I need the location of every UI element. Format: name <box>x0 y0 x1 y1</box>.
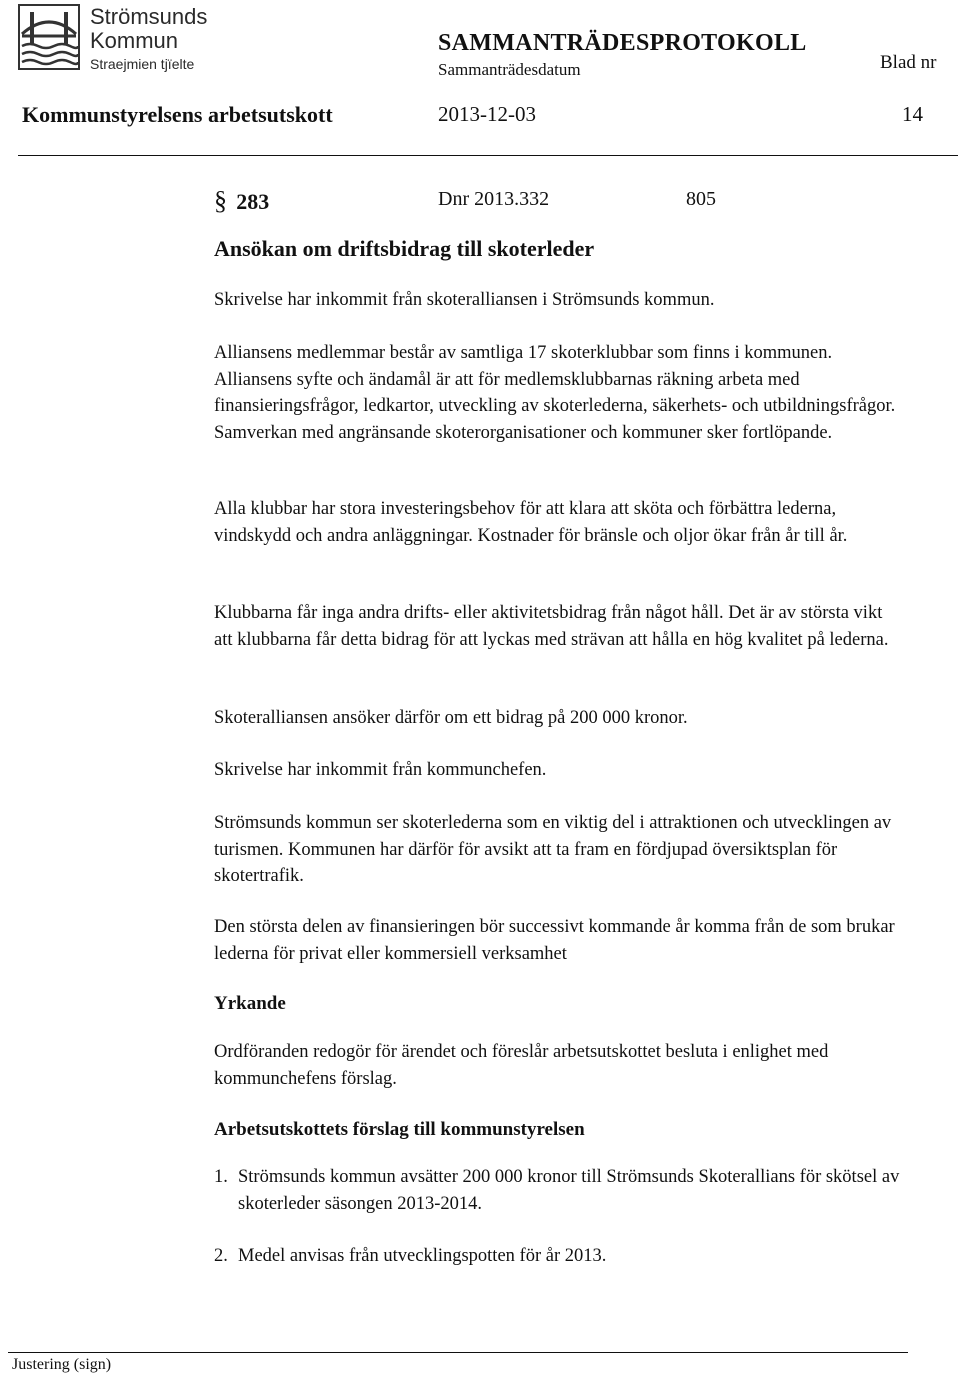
meeting-date: 2013-12-03 <box>438 102 536 126</box>
paragraph-5: Skoteralliansen ansöker därför om ett bidrag på 200 000 kronor. <box>214 708 688 728</box>
paragraph-2: Alliansens medlemmar består av samtliga 17 skoterklubbar som finns i kommunen. Alliansens syfte och ändamål är att för medlemsklubbarnas räkning arbeta med finansieringsfrågor, ledkartor, utveckling av skoterlederna, säkerhets- och utbildningsfrågor. Samverkan med angränsande skoterorganisationer och kommuner sker fortlöpande. <box>214 343 896 443</box>
yrkande-text: Ordföranden redogör för ärendet och föreslår arbetsutskottet besluta i enlighet med kommunchefens förslag. <box>214 1042 829 1089</box>
paragraph-1: Skrivelse har inkommit från skoteralliansen i Strömsunds kommun. <box>214 290 715 310</box>
committee-name: Kommunstyrelsens arbetsutskott <box>22 102 333 127</box>
list-item <box>214 1243 914 1270</box>
meeting-date-label: Sammanträdesdatum <box>438 60 581 79</box>
signature-label: Justering (sign) <box>12 1356 112 1373</box>
bridge-crest-icon <box>18 4 80 70</box>
protocol-title: SAMMANTRÄDESPROTOKOLL <box>438 30 807 56</box>
list-item-number: 1. <box>214 1167 228 1187</box>
paragraph-8: Den största delen av finansieringen bör successivt kommande år komma från de som brukar lederna för privat eller kommersiell verksamhet <box>214 917 895 964</box>
page-number: 14 <box>902 102 923 126</box>
case-number: 283 <box>236 189 270 214</box>
proposal-heading: Arbetsutskottets förslag till kommunstyrelsen <box>214 1119 585 1140</box>
case-title: Ansökan om driftsbidrag till skoterleder <box>214 236 595 261</box>
proposal-list <box>214 1164 914 1270</box>
dnr-number: Dnr 2013.332 <box>438 188 550 210</box>
paragraph-4: Klubbarna får inga andra drifts- eller aktivitetsbidrag från något håll. Det är av största vikt att klubbarna får detta bidrag för att lyckas med strävan att hålla en hög kvalitet på lederna. <box>214 603 889 650</box>
header-divider <box>18 155 958 156</box>
yrkande-heading: Yrkande <box>214 993 286 1014</box>
list-item-text: Medel anvisas från utvecklingspotten för år 2013. <box>238 1246 607 1266</box>
list-item-number: 2. <box>214 1246 228 1266</box>
logo-tagline: Straejmien tjïelte <box>90 56 195 72</box>
list-item-text: Strömsunds kommun avsätter 200 000 kronor till Strömsunds Skoterallians för skötsel av skoterleder säsongen 2013-2014. <box>238 1167 900 1214</box>
logo-name: Strömsunds <box>90 4 208 29</box>
case-number-row <box>214 186 269 216</box>
municipality-logo <box>18 4 218 72</box>
list-item <box>214 1164 914 1217</box>
paragraph-symbol: § <box>214 186 227 215</box>
paragraph-7: Strömsunds kommun ser skoterlederna som en viktig del i attraktionen och utvecklingen av turismen. Kommunen har därför för avsikt att ta fram en fördjupad översiktsplan för skotertrafik. <box>214 813 892 886</box>
logo-name-2: Kommun <box>90 28 179 53</box>
case-code: 805 <box>686 188 716 210</box>
paragraph-3: Alla klubbar har stora investeringsbehov för att klara att sköta och förbättra lederna, vindskydd och andra anläggningar. Kostnader för bränsle och oljor ökar från år till år. <box>214 499 848 546</box>
page-label: Blad nr <box>880 52 937 73</box>
footer-divider <box>8 1352 908 1353</box>
paragraph-6: Skrivelse har inkommit från kommunchefen. <box>214 760 547 780</box>
